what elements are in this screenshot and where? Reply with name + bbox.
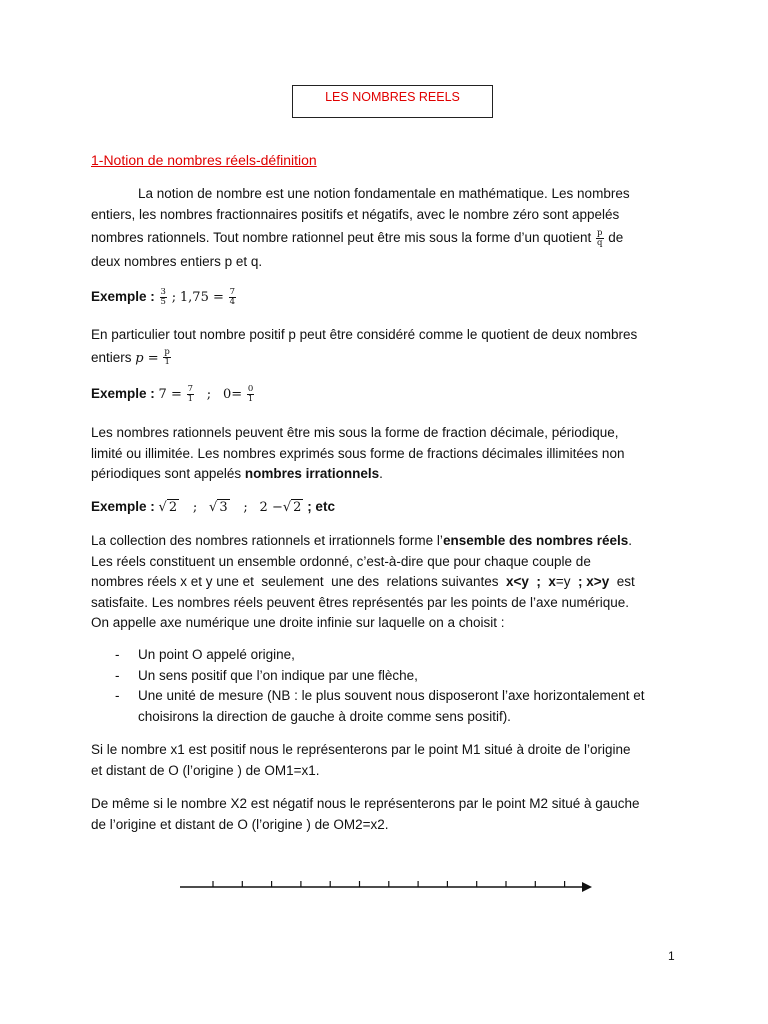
- collection-line-5: On appelle axe numérique une droite infinie sur laquelle on a choisit :: [91, 615, 505, 630]
- positive-paragraph: [91, 740, 681, 781]
- intro-line-2: entiers, les nombres fractionnaires positifs et négatifs, avec le nombre zéro sont appelés: [91, 206, 620, 222]
- intro-paragraph: [91, 184, 681, 272]
- negative-paragraph: [91, 794, 681, 835]
- fraction-p-1: $\frac{p}{1}$: [164, 347, 170, 368]
- list-item: - Une unité de mesure (NB : le plus souvent nous disposeront l’axe horizontalement et choisirons la direction de gauche à droite comme sens positif).: [115, 688, 645, 724]
- fraction-7-4: $\frac{7}{4}$: [229, 287, 236, 307]
- example-label: Exemple :: [91, 499, 155, 514]
- positive-line-2: et distant de O (l’origine ) de OM1=x1.: [91, 762, 320, 778]
- page-title: LES NOMBRES REELS: [292, 85, 493, 118]
- particular-line-1: En particulier tout nombre positif p peut être considéré comme le quotient de deux nombres: [91, 327, 638, 342]
- particular-paragraph: [91, 325, 681, 369]
- collection-line-1: La collection des nombres rationnels et irrationnels forme l’ensemble des nombres réels.: [91, 533, 633, 548]
- irrational-line-1: Les nombres rationnels peuvent être mis sous la forme de fraction décimale, périodique,: [91, 425, 619, 440]
- collection-line-2: Les réels constituent un ensemble ordonné, c’est-à-dire que pour chaque couple de: [91, 553, 591, 569]
- intro-line-3: nombres rationnels. Tout nombre rationnel peut être mis sous la forme d’un quotient $\frac{p}{q}$ de: [91, 227, 624, 248]
- irrational-paragraph: [91, 423, 681, 485]
- fraction-p-q: $\frac{p}{q}$: [597, 227, 603, 248]
- fraction-0-1: $\frac{0}{1}$: [247, 384, 254, 404]
- example-3: Exemple : √ 2 ; √ 3 ; 2 −√ 2 ; etc: [91, 499, 335, 515]
- fraction-7-1: $\frac{7}{1}$: [187, 384, 194, 404]
- example-1: Exemple : $\frac{3}{5}$ ; 1,75 = $\frac{7}{4}$: [91, 287, 236, 307]
- collection-line-3: nombres réels x et y une et seulement une des relations suivantes x<y ; x=y ; x>y est: [91, 574, 635, 589]
- collection-paragraph: [91, 531, 681, 634]
- axis-arrow-icon: [582, 882, 592, 892]
- number-axis: [178, 876, 598, 898]
- irrational-line-2: limité ou illimitée. Les nombres exprimés sous forme de fractions décimales illimitées non: [91, 445, 625, 461]
- negative-line-1: De même si le nombre X2 est négatif nous le représenterons par le point M2 situé à gauche: [91, 796, 640, 811]
- positive-line-1: Si le nombre x1 est positif nous le représenterons par le point M1 situé à droite de l’origine: [91, 742, 631, 757]
- section-heading: 1-Notion de nombres réels-définition: [91, 152, 317, 168]
- axis-ticks: [213, 881, 565, 887]
- negative-line-2: de l’origine et distant de O (l’origine ) de OM2=x2.: [91, 816, 389, 832]
- collection-line-4: satisfaite. Les nombres réels peuvent êtres représentés par les points de l’axe numérique.: [91, 594, 630, 610]
- intro-line-4: deux nombres entiers p et q.: [91, 253, 263, 269]
- particular-line-2: entiers p = $\frac{p}{1}$: [91, 347, 170, 368]
- sqrt-2: √ 2: [282, 500, 302, 515]
- list-item: - Un point O appelé origine,: [115, 647, 295, 662]
- example-label: Exemple :: [91, 386, 155, 402]
- example-label: Exemple :: [91, 289, 155, 305]
- example-2: Exemple : 7 = $\frac{7}{1}$ ; 0= $\frac{0}{1}$: [91, 384, 254, 404]
- sqrt-2: √ 2: [158, 500, 178, 515]
- intro-line-1: La notion de nombre est une notion fondamentale en mathématique. Les nombres: [138, 186, 630, 201]
- axis-definition-list: [115, 645, 685, 727]
- sqrt-3: √ 3: [209, 500, 228, 515]
- irrational-line-3: périodiques sont appelés nombres irrationnels.: [91, 466, 383, 481]
- page-number: 1: [668, 949, 675, 963]
- list-item: - Un sens positif que l’on indique par une flèche,: [115, 667, 418, 683]
- fraction-3-5: $\frac{3}{5}$: [160, 287, 166, 307]
